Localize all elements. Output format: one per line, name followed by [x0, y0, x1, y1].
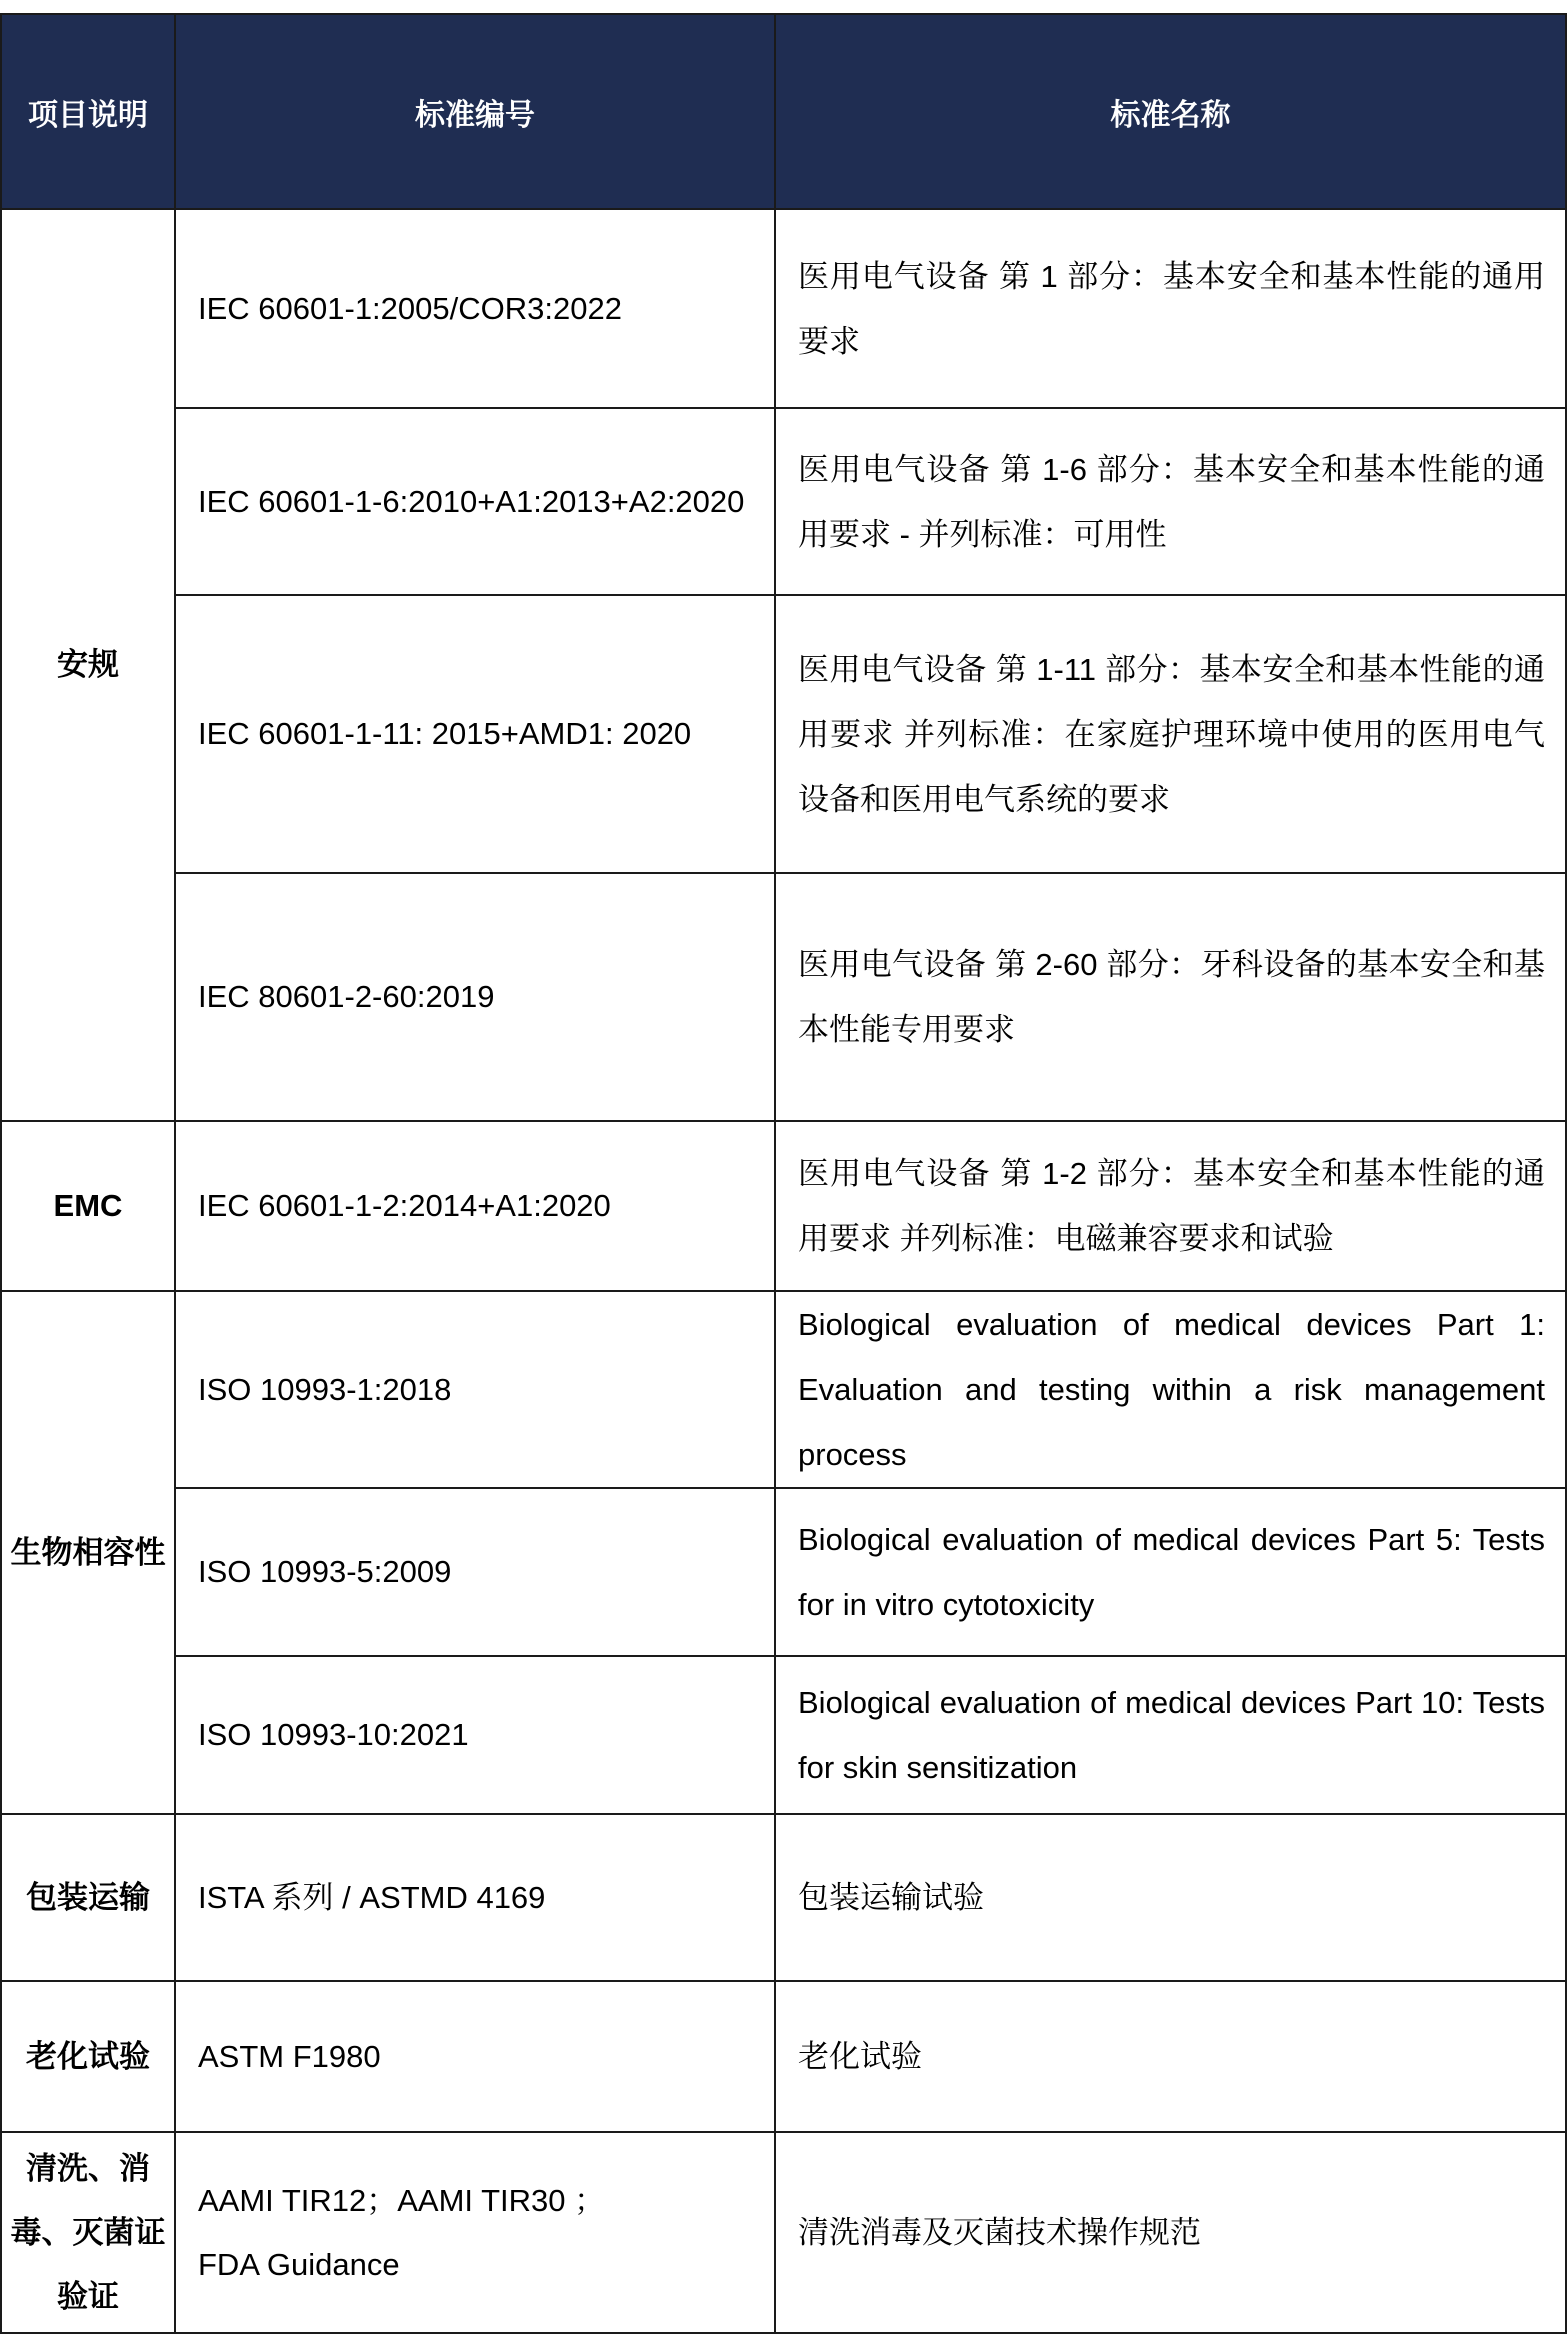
standard-code: ISO 10993-5:2009 — [175, 1488, 775, 1656]
standard-code: IEC 60601-1-2:2014+A1:2020 — [175, 1121, 775, 1291]
standard-name: 医用电气设备 第 1-6 部分：基本安全和基本性能的通用要求 - 并列标准：可用性 — [775, 408, 1566, 595]
table-row — [1, 2132, 1566, 2333]
standard-name: 医用电气设备 第 1 部分：基本安全和基本性能的通用要求 — [775, 209, 1566, 408]
header-row — [1, 14, 1566, 209]
standard-name: Biological evaluation of medical devices Part 5: Tests for in vitro cytotoxicity — [775, 1488, 1566, 1656]
table-row — [1, 1291, 1566, 1488]
standard-name: 清洗消毒及灭菌技术操作规范 — [775, 2132, 1566, 2333]
standard-name: Biological evaluation of medical devices Part 1: Evaluation and testing within a risk management process — [775, 1291, 1566, 1488]
table-body — [1, 209, 1566, 2333]
table-row — [1, 1121, 1566, 1291]
standard-name: 医用电气设备 第 1-2 部分：基本安全和基本性能的通用要求 并列标准：电磁兼容要求和试验 — [775, 1121, 1566, 1291]
table-row — [1, 209, 1566, 408]
standard-code: ASTM F1980 — [175, 1981, 775, 2132]
category-safety: 安规 — [1, 209, 175, 1121]
table-row — [1, 595, 1566, 873]
table-row — [1, 1488, 1566, 1656]
standard-name: Biological evaluation of medical devices Part 10: Tests for skin sensitization — [775, 1656, 1566, 1814]
category-biocompatibility: 生物相容性 — [1, 1291, 175, 1814]
standard-name: 医用电气设备 第 2-60 部分：牙科设备的基本安全和基本性能专用要求 — [775, 873, 1566, 1121]
standard-code: ISTA 系列 / ASTMD 4169 — [175, 1814, 775, 1981]
category-cleaning: 清洗、消毒、灭菌证验证 — [1, 2132, 175, 2333]
standard-code: ISO 10993-1:2018 — [175, 1291, 775, 1488]
table-header — [1, 14, 1566, 209]
standard-code-line: FDA Guidance — [198, 2246, 400, 2282]
category-packaging: 包装运输 — [1, 1814, 175, 1981]
standard-code: IEC 60601-1-6:2010+A1:2013+A2:2020 — [175, 408, 775, 595]
table-row — [1, 873, 1566, 1121]
header-category: 项目说明 — [1, 14, 175, 209]
standard-code-line: AAMI TIR12；AAMI TIR30 ； — [198, 2182, 606, 2218]
standard-code: IEC 80601-2-60:2019 — [175, 873, 775, 1121]
table-row — [1, 408, 1566, 595]
standard-code: IEC 60601-1:2005/COR3:2022 — [175, 209, 775, 408]
table-row — [1, 1981, 1566, 2132]
table-row — [1, 1656, 1566, 1814]
standard-code: IEC 60601-1-11: 2015+AMD1: 2020 — [175, 595, 775, 873]
table-row — [1, 1814, 1566, 1981]
header-standard-code: 标准编号 — [175, 14, 775, 209]
standard-code: ISO 10993-10:2021 — [175, 1656, 775, 1814]
standard-name: 包装运输试验 — [775, 1814, 1566, 1981]
standards-table — [0, 13, 1567, 2334]
category-emc: EMC — [1, 1121, 175, 1291]
header-standard-name: 标准名称 — [775, 14, 1566, 209]
category-aging: 老化试验 — [1, 1981, 175, 2132]
standard-name: 医用电气设备 第 1-11 部分：基本安全和基本性能的通用要求 并列标准：在家庭护理环境中使用的医用电气设备和医用电气系统的要求 — [775, 595, 1566, 873]
standard-name: 老化试验 — [775, 1981, 1566, 2132]
standard-code — [175, 2132, 775, 2333]
